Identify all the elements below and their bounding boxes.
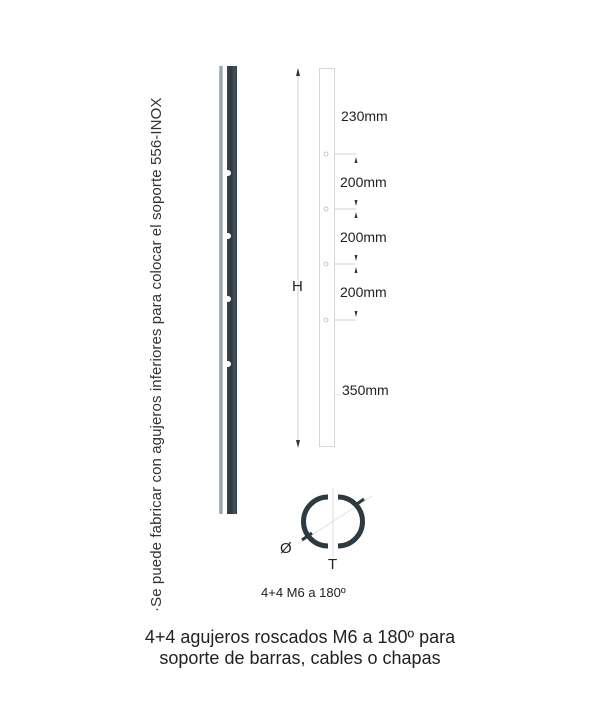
height-label: H (292, 278, 303, 295)
cross-section-caption: 4+4 M6 a 180º (261, 585, 346, 600)
arrow-up-icon (296, 68, 300, 76)
dimension-label: 200mm (340, 284, 387, 300)
thickness-label: T (328, 556, 338, 573)
dimension-label: 230mm (341, 108, 388, 124)
diameter-symbol: Ø (280, 540, 292, 557)
description-line-2: soporte de barras, cables o chapas (159, 648, 441, 668)
dimension-label: 200mm (340, 174, 387, 190)
dimension-label: 350mm (342, 382, 389, 398)
arrow-down-icon (296, 440, 300, 448)
side-note-vertical: ·Se puede fabricar con agujeros inferiores para colocar el soporte 556-INOX (148, 97, 165, 612)
cross-section-icon (298, 488, 372, 558)
description-line-1: 4+4 agujeros roscados M6 a 180º para (144, 627, 456, 647)
dimension-label: 200mm (340, 229, 387, 245)
